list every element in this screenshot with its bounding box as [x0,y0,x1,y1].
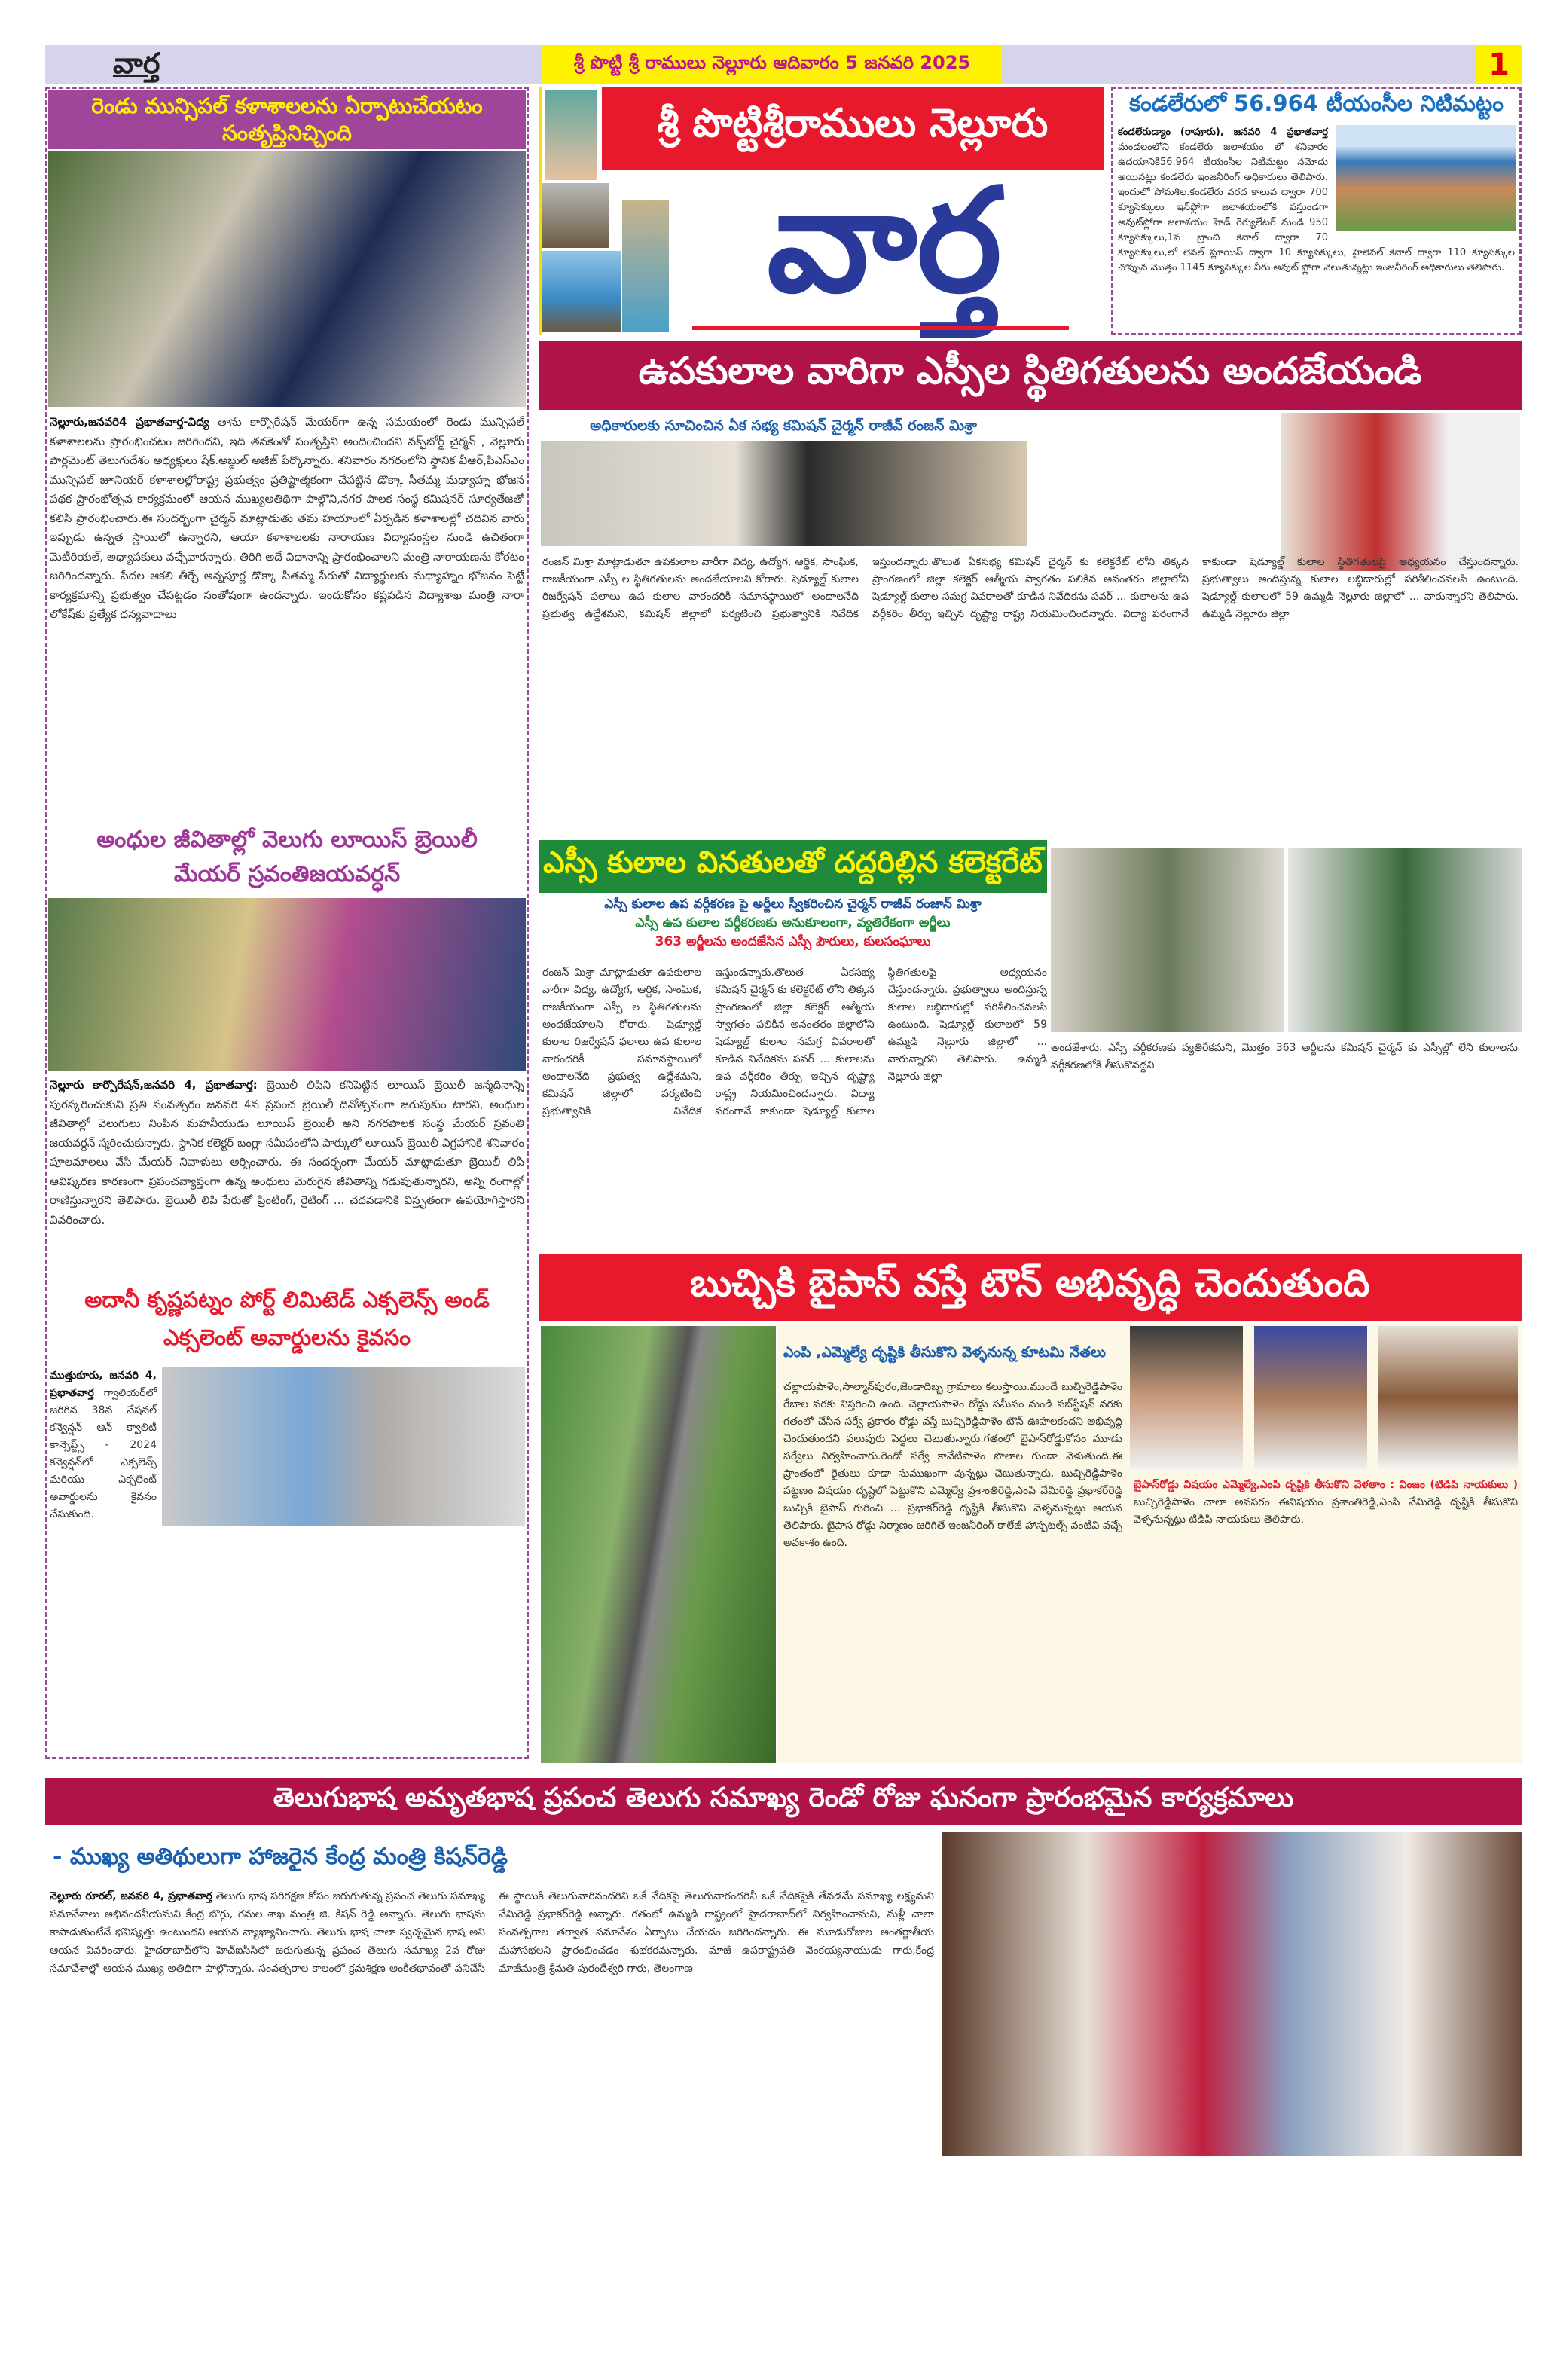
bridge-photo [542,183,609,248]
petitions-photo-1 [1051,848,1284,1032]
sc-status-body: రంజన్ మిశ్రా మాట్లాడుతూ ఉపకులాల వారీగా విద్య, ఉద్యోగ, ఆర్థిక, సాంఘిక, రాజకీయంగా ఎస్సీ ల స్థితిగతులను అందజేయాలని కోరారు. షెడ్యూల్డ్ కులాల రిజర్వేషన్ ఫలాలు ఉప కులాల వారందరికీ సమానస్థాయిలో అందాలనేది ప్రభుత్వ ఉద్దేశమని, కమిషన్ జిల్లాలో పర్యటించి ప్రభుత్వానికి నివేదిక ఇస్తుందన్నారు.తొలుత ఏకసభ్య కమిషన్ చైర్మన్ కు కలెక్టరేట్ లోని తిక్కన ప్రాంగణంలో జిల్లా కలెక్టర్ ఆత్మీయ స్వాగతం పలికిన అనంతరం జిల్లాలోని షెడ్యూల్డ్ కులాల సమగ్ర వివరాలతో కూడిన నివేదికను పవర్ ... కులాలను ఉప వర్గీకరిం తీర్పు ఇచ్చిన దృష్ట్యా రాష్ట్ర నియమించిందన్నారు. విద్యా పరంగానే కాకుండా షెడ్యూల్డ్ కులాల స్థితిగతులపై అధ్యయనం చేస్తుందన్నారు. ప్రభుత్వాలు అందిస్తున్న కులాల లబ్ధిదారుల్లో పరిశీలించవలసి ఉంటుంది. షెడ్యూల్డ్ కులాలలో 59 ఉమ్మడి నెల్లూరు జిల్లాలో ... వారున్నారని తెలిపారు. ఉమ్మడి నెల్లూరు జిల్లా [542,556,1519,620]
colleges-body: నెల్లూరు,జనవరి4 ప్రభాతవార్త-విద్య తాను కార్పొరేషన్ మేయర్‌గా ఉన్న సమయంలో రెండు మున్సిపల్ కళాశాలలను ప్రారంభించటం జరిగిందని, ఇది తనకెంతో సంతృప్తిని అందించిందని వక్ఫ్‌బోర్డ్ చైర్మన్ , నెల్లూరు పార్లమెంట్ తెలుగుదేశం అధ్యక్షులు షేక్.అబ్దుల్ అజీజ్ పేర్కొన్నారు. శనివారం నగరంలోని స్థానిక వీఆర్,పిఎస్ఎం మున్సిపల్ జూనియర్ కళాశాలల్లోరాష్ట్ర ప్రభుత్వం ప్రతిష్టాత్మకంగా చేపట్టిన డొక్కా సీతమ్మ మధ్యాహ్న భోజన పథక ప్రారంభోత్సవ కార్యక్రమంలో ఆయన ముఖ్యఅతిథిగా పాల్గొని,నగర పాలక సంస్థ కమిషనర్ సూర్యతేజతో కలిసి ప్రారంభించారు.ఈ సందర్భంగా చైర్మన్ మాట్లాడుతు తమ హయాంలో ఏర్పడిన కళాశాలల్లో చదివిన వారు ఇప్పుడు ఉన్నత స్థాయిలో ఉన్నారని, ఆయా కళాశాలలకు నారాయణ విద్యాసంస్థల నుండి ఉచితంగా మెటీరియల్, అధ్యాపకులు వచ్చేవారన్నారు. తిరిగి అదే విధానాన్ని ప్రారంభించాలని మంత్రి నారాయణను కోరటం జరిగిందన్నారు. పేదల ఆకలి తీర్చే అన్నపూర్ణ డొక్కా సీతమ్మ పేరుతో విద్యార్థులకు మధ్యాహ్నం భోజనం పెట్టే కార్యక్రమాన్ని ప్రభుత్వం చేపట్టడం సంతోషంగా ఉందన్నారు. ఇందుకోసం కష్టపడిన విద్యాశాఖ మంత్రి నారా లోకేష్‌కు ప్రత్యేక ధన్యవాదాలు [50,415,524,621]
petitions-photo-2 [1288,848,1522,1032]
kandaleru-headline: కండలేరులో 56.964 టీయంసీల నిటిమట్టం [1129,90,1504,116]
bypass-quote: బైపాస్‌రోడ్డు విషయం ఎమ్మెల్యే,ఎంపి దృష్టికి తీసుకొని వెళతాం : వింజం (టిడిపి నాయకులు ) [1134,1479,1518,1491]
collectorate-body: రంజన్ మిశ్రా మాట్లాడుతూ ఉపకులాల వారీగా విద్య, ఉద్యోగ, ఆర్థిక, సాంఘిక, రాజకీయంగా ఎస్సీ ల స్థితిగతులను అందజేయాలని కోరారు. షెడ్యూల్డ్ కులాల రిజర్వేషన్ ఫలాలు ఉప కులాల వారందరికీ సమానస్థాయిలో అందాలనేది ప్రభుత్వ ఉద్దేశమని, కమిషన్ జిల్లాలో పర్యటించి ప్రభుత్వానికి నివేదిక ఇస్తుందన్నారు.తొలుత ఏకసభ్య కమిషన్ చైర్మన్ కు కలెక్టరేట్ లోని తిక్కన ప్రాంగణంలో జిల్లా కలెక్టర్ ఆత్మీయ స్వాగతం పలికిన అనంతరం జిల్లాలోని షెడ్యూల్డ్ కులాల సమగ్ర వివరాలతో కూడిన నివేదికను పవర్ ... కులాలను ఉప వర్గీకరిం తీర్పు ఇచ్చిన దృష్ట్యా రాష్ట్ర నియమించిందన్నారు. విద్యా పరంగానే కాకుండా షెడ్యూల్డ్ కులాల స్థితిగతులపై అధ్యయనం చేస్తుందన్నారు. ప్రభుత్వాలు అందిస్తున్న కులాల లబ్ధిదారుల్లో పరిశీలించవలసి ఉంటుంది. షెడ్యూల్డ్ కులాలలో 59 ఉమ్మడి నెల్లూరు జిల్లాలో ... వారున్నారని తెలిపారు. ఉమ్మడి నెల్లూరు జిల్లా [542,967,1047,1117]
kandaleru-dateline: కండలేరుడ్యాం (రాపూరు), జనవరి 4 ప్రభాతవార్త [1118,127,1328,138]
adani-headline: అదానీ కృష్ణపట్నం పోర్ట్ లిమిటెడ్ ఎక్సలెన్స్ అండ్ ఎక్సలెంట్ అవార్డులను కైవసం [84,1287,490,1350]
chairman-welcome-photo [1281,413,1520,571]
sc-status-subhead: అధికారులకు సూచించిన ఏక సభ్య కమిషన్ చైర్మన్ రాజీవ్ రంజన్ మిశ్రా [590,417,977,434]
kandaleru-body: కండలేరుడ్యాం (రాపూరు), జనవరి 4 ప్రభాతవార్త మండలంలోని కండలేరు జలాశయం లో శనివారం ఉదయానికి56.964 టీయంసీల నిటిమట్టం నమోదు అయినట్లు కండలేరు ఇంజనీరింగ్ అధికారులు తెలిపారు. ఇందులో సోమశిల.కండలేరు వరద కాలువ ద్వారా 700 క్యూసెక్కులు ఇన్‌ఫ్లోగా జలాశయంలోకి వస్తుండగా అవుట్‌ఫ్లోగా జలాశయం హెడ్ రెగ్యులేటర్ నుండి 950 క్యూసెక్కులు,1వ బ్రాంచి కెనాల్ ద్వారా 70 క్యూసెక్కులు,లో లెవల్ స్లూయిస్ ద్వారా 10 క్యూసెక్కులు, హైలెవల్ కెనాల్ ద్వారా 110 క్యూసెక్కుల చొప్పున మొత్తం 1145 క్యూసెక్కుల నీరు అవుట్ ఫ్లోగా వెలుతున్నట్లు ఇంజనీరింగ్ అధికారులు తెలిపారు. [1118,127,1515,273]
colleges-dateline: నెల్లూరు,జనవరి4 ప్రభాతవార్త-విద్య [50,415,209,429]
collectorate-body-continued: అందజేశారు. ఎస్సీ వర్గీకరణకు వ్యతిరేకమని, మొత్తం 363 అర్జీలను కమిషన్ చైర్మన్ కు ఎస్సీల్లో లేని కులాలను వర్గీకరణలోకి తీసుకొవద్దని [1051,1042,1518,1071]
bypass-headline: బుచ్చికి బైపాస్ వస్తే టౌన్ అభివృద్ధి చెందుతుంది [539,1254,1522,1321]
telugu-summit-headline: తెలుగుభాష అమృతభాష ప్రపంచ తెలుగు సమాఖ్య రెండో రోజు ఘనంగా ప్రారంభమైన కార్యక్రమాలు [45,1778,1522,1825]
adani-award-photo [162,1367,525,1526]
telugu-summit-body: నెల్లూరు రూరల్, జనవరి 4, ప్రభాతవార్త తెలుగు భాష పరిరక్షణ కోసం జరుగుతున్న ప్రపంచ తెలుగు సమాఖ్య సమావేశాలు అభినందనీయమని కేంద్ర బొగ్గు, గనుల శాఖ మంత్రి జి. కిషన్ రెడ్డి అన్నారు. తెలుగు భాషను కాపాడుకుంటేనే భవిష్యత్తు ఉంటుందని ఆయన వ్యాఖ్యానించారు. తెలుగు భాష చాలా స్వచ్ఛమైన భాష అని ఆయన వివరించారు. హైదరాబాద్‌లోని హెచ్‌ఐసీసీలో జరుగుతున్న ప్రపంచ తెలుగు సమాఖ్య 2వ రోజు సమావేశాల్లో ఆయన ముఖ్య అతిథిగా పాల్గొన్నారు. సంవత్సరాల కాలంలో క్రమశిక్షణ అంకితభావంతో పనిచేసి ఈ స్థాయికి తెలుగువారినందరిని ఒకే వేదికపై తెలుగువారందరినీ ఒకే వేదికపైకి తేవడమే సమాఖ్య లక్ష్యమని వేమిరెడ్డి ప్రభాకర్‌రెడ్డి అన్నారు. గతంలో ఉమ్మడి రాష్ట్రంలో హైదరాబాద్‌లో నిర్వహించామని, మళ్లీ చాలా సంవత్సరాల తర్వాత సమావేశం ఏర్పాటు చేయడం జరిగిందన్నారు. ఈ మూడురోజుల అంతర్జాతీయ మహాసభలని ప్రారంభించడం శుభకరమన్నారు. మాజీ ఉపరాష్ట్రపతి వెంకయ్యనాయుడు గారు,కేంద్ర మాజీమంత్రి శ్రీమతి పురందేశ్వరి గారు, తెలంగాణ [50,1890,934,1975]
colleges-headline: రెండు మున్సిపల్ కళాశాలలను ఏర్పాటుచేయటం సంతృప్తినిచ్చింది [48,90,526,149]
adani-dateline: ముత్తుకూరు, జనవరి 4, ప్రభాతవార్త [50,1370,157,1399]
collectorate-subhead-2: ఎస్సీ ఉప కులాల వర్గీకరణకు అనుకూలంగా, వ్యతిరేకంగా అర్జీలు [635,915,951,930]
masthead-logo: వార్త [767,157,1002,324]
bypass-body-continued: బైపాస్‌రోడ్డు విషయం ఎమ్మెల్యే,ఎంపి దృష్టికి తీసుకొని వెళతాం : వింజం (టిడిపి నాయకులు ) బుచ్చిరెడ్డిపాళెం చాలా అవసరం ఈవిషయం ప్రశాంతిరెడ్డి,ఎంపి వేమిరెడ్డి దృష్టికి తీసుకొని వెళ్ళనున్నట్లు టిడిపి నాయకులు తెలిపారు. [1134,1479,1518,1526]
telugu-summit-dateline: నెల్లూరు రూరల్, జనవరి 4, ప్రభాతవార్త [50,1890,212,1902]
commission-meeting-photo [541,441,1027,546]
bypass-subhead: ఎంపి ,ఎమ్మెల్యే దృష్టికి తీసుకొని వెళ్ళనున్న కూటమి నేతలు [783,1344,1106,1361]
bypass-road-photo [541,1326,776,1763]
leader-portrait-2 [1254,1326,1367,1469]
adani-body-lead: ముత్తుకూరు, జనవరి 4, ప్రభాతవార్త గ్వాలియర్‌లో జరిగిన 38వ నేషనల్ కన్వెన్షన్ ఆన్ క్వాలిటీ కాన్సెప్ట్స్ - 2024 కన్వెన్షన్‌లో ఎక్సలెన్స్ మరియు ఎక్సలెంట్ అవార్డులను కైవసం చేసుకుంది. [50,1370,157,1520]
bypass-body: చల్లాయపాళెం,సాల్మాన్‌పురం,జెండాదిబ్బ గ్రామాలు కలుస్తాయి.ముందే బుచ్చిరెడ్డిపాళెం రేబాల వరకు విస్తరించి ఉంది. చెల్లాయపాళెం రోడ్డు సమీపం నుండి సబ్‌స్టేషన్ వరకు గతంలో చేసిన సర్వే ప్రకారం రోడ్డు వస్తే బుచ్చిరెడ్డిపాళెం టౌన్ ఊహలకందని అభివృద్ధి చెందుతుందని పలువురు పెద్దలు చెబుతున్నారు.గతంలో బైపాస్‌రోడ్డుకోసం మూడు సర్వేలు నిర్వహించారు.రెండో సర్వే కావేటిపాళెం పొలాల గుండా వెళుతుంది.ఈ ప్రాంతంలో రైతులు కూడా సుముఖంగా వున్నట్లు చెబుతున్నారు. బుచ్చిరెడ్డిపాళెం పట్టణం విషయం దృష్టిలో పెట్టుకొని ఎమ్మెల్యే ప్రశాంతిరెడ్డి,ఎంపి వేమిరెడ్డి ప్రభాకర్‌రెడ్డి బుచ్చికి బైపాస్ గురించి ... ప్రభాకర్‌రెడ్డి దృష్టికి తీసుకొని వెళ్ళనున్నట్లు ఆయన తెలిపారు. బైపాస రోడ్డు నిర్మాణం జరిగితే ఇంజనీరింగ్ కాలేజీ హాస్పటల్స్ వంటివి వచ్చే అవకాశం ఉంది. [783,1381,1122,1549]
telugu-summit-subhead: - ముఖ్య అతిథులుగా హాజరైన కేంద్ర మంత్రి కిషన్‌రెడ్డి [53,1844,508,1870]
newspaper-logo-small: వార్త [113,47,160,80]
collectorate-subhead-3: 363 అర్జీలను అందజేసిన ఎస్సీ పౌరులు, కులసంఘాలు [655,934,931,949]
leader-portrait-3 [1378,1326,1518,1469]
colleges-photo [48,151,526,407]
kandaleru-box [1111,87,1522,335]
collectorate-subhead-1: ఎస్సీ కులాల ఉప వర్గీకరణ పై అర్జీలు స్వీకరించిన చైర్మన్ రాజీవ్ రంజాన్ మిశ్రా [604,897,982,912]
masthead-underline [692,326,1069,330]
braille-body: నెల్లూరు కార్పొరేషన్,జనవరి 4, ప్రభాతవార్త: బ్రెయిలీ లిపిని కనిపెట్టిన లూయిస్ బ్రెయిలీ జన్మదినాన్ని పురస్కరించుకుని ప్రతి సంవత్సరం జనవరి 4న ప్రపంచ బ్రెయిలీ దినోత్సవంగా జరుపుకుం టారని, అంధుల జీవితాల్లో వెలుగులు నింపిన మహనీయుడు లూయిస్ బ్రెయిలీ అని నగరపాలక సంస్థ మేయర్ స్రవంతి జయవర్ధన్ స్మరించుకున్నారు. స్థానిక కలెక్టర్ బంగ్లా సమీపంలోని పార్కులో లూయిస్ బ్రెయిలీ విగ్రహానికి శనివారం పూలమాలలు వేసి మేయర్ నివాళులు అర్పించారు. ఈ సందర్భంగా మేయర్ మాట్లాడుతూ బ్రెయిలీ లిపి ఆవిష్కరణ కారణంగా ప్రపంచవ్యాప్తంగా ఉన్న అంధులు మెరుగైన జీవితాన్ని గడుపుతున్నారని, అన్ని రంగాల్లో రాణిస్తున్నారని తెలిపారు. బ్రెయిలీ లిపి పేరుతో ప్రింటింగ్, రైటింగ్ ... చదవడానికి విస్తృతంగా ఉపయోగిస్తారని వివరించారు. [50,1078,524,1227]
kishan-reddy-felicitation-photo [942,1832,1522,2156]
braille-dateline: నెల్లూరు కార్పొరేషన్,జనవరి 4, ప్రభాతవార్త: [50,1078,258,1092]
sc-status-headline: ఉపకులాల వారిగా ఎస్సీల స్థితిగతులను అందజేయండి [539,341,1522,410]
masthead [539,87,1104,335]
braille-statue-photo [48,898,526,1071]
collectorate-headline: ఎస్సీ కులాల వినతులతో దద్దరిల్లిన కలెక్టరేట్ [539,840,1047,893]
port-photo [542,251,621,332]
temple-photo [622,200,669,332]
braille-headline: అంధుల జీవితాల్లో వెలుగు లూయిస్ బ్రెయిలీ మేయర్ స్రవంతిజయవర్ధన్ [96,826,478,888]
collectorate-subheads [539,895,1047,952]
masthead-region-title: శ్రీ పొట్టిశ్రీరాములు నెల్లూరు [602,87,1104,170]
potti-sriramulu-portrait [545,90,597,180]
page-number: 1 [1476,45,1522,84]
leader-portrait-1 [1130,1326,1243,1469]
edition-date-line: శ్రీ పొట్టి శ్రీ రాములు నెల్లూరు ఆదివారం 5 జనవరి 2025 [542,45,1002,84]
reservoir-photo [1336,125,1516,231]
